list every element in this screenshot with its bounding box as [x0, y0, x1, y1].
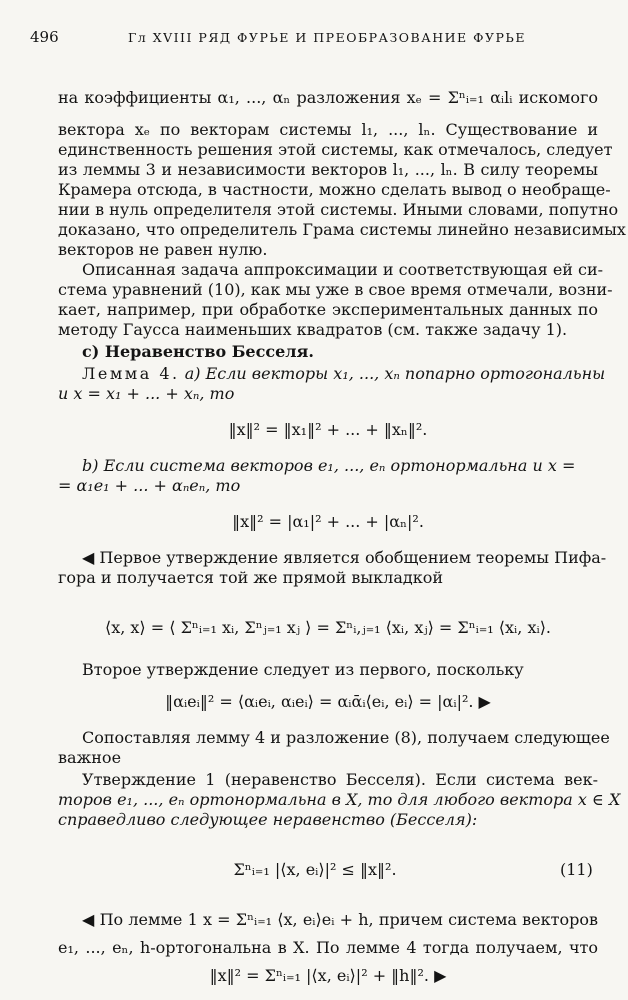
running-title: Гл XVIII РЯД ФУРЬЕ И ПРЕОБРАЗОВАНИЕ ФУРЬЕ	[128, 30, 526, 45]
formula-inner-product: ⟨x, x⟩ = ⟨ Σⁿᵢ₌₁ xᵢ, Σⁿⱼ₌₁ xⱼ ⟩ = Σⁿᵢ,ⱼ₌₁ ⟨xᵢ, xⱼ⟩ = Σⁿᵢ₌₁ ⟨xᵢ, xᵢ⟩.	[104, 618, 552, 637]
bessel-inequality: Σⁿᵢ₌₁ |⟨x, eᵢ⟩|² ≤ ‖x‖².	[233, 860, 397, 879]
statement-1: Утверждение 1 (неравенство Бесселя). Если система век-	[82, 770, 598, 789]
formula-a: ‖x‖² = ‖x₁‖² + ... + ‖xₙ‖².	[228, 420, 428, 439]
equation-number: (11)	[560, 860, 593, 879]
text-line: кает, например, при обработке экспериментальных данных по	[58, 300, 598, 319]
text-line: нии в нуль определителя этой системы. Иными словами, попутно	[58, 200, 619, 219]
text-line: Сопоставляя лемму 4 и разложение (8), получаем следующее	[82, 728, 610, 747]
text-line: вектора xₑ по векторам системы l₁, ..., lₙ. Существование и	[58, 120, 598, 139]
text-line: доказано, что определитель Грама системы линейно независимых	[58, 220, 626, 239]
text-line: e₁, ..., eₙ, h-ортогональна в X. По лемме 4 тогда получаем, что	[58, 938, 598, 957]
lemma-part-b: b) Если система векторов e₁, ..., eₙ ортонормальна и x =	[82, 456, 576, 475]
lemma-part-a: a) Если векторы x₁, ..., xₙ попарно ортогональны	[184, 364, 606, 383]
text-line: и x = x₁ + ... + xₙ, то	[58, 384, 235, 403]
formula-alpha: ‖αᵢeᵢ‖² = ⟨αᵢeᵢ, αᵢeᵢ⟩ = αᵢᾱᵢ⟨eᵢ, eᵢ⟩ = |αᵢ|². ▶	[165, 692, 491, 711]
text-line: методу Гаусса наименьших квадратов (см. также задачу 1).	[58, 320, 568, 339]
lemma-label: Лемма 4.	[82, 364, 180, 383]
text-line: векторов не равен нулю.	[58, 240, 268, 259]
formula-decomposition: ‖x‖² = Σⁿᵢ₌₁ |⟨x, eᵢ⟩|² + ‖h‖². ▶	[209, 966, 447, 985]
lemma-4-line	[82, 364, 606, 384]
text-line: Крамера отсюда, в частности, можно сделать вывод о необраще-	[58, 180, 611, 199]
text-line: ◀ Первое утверждение является обобщением теоремы Пифа-	[82, 548, 607, 567]
page-number: 496	[30, 28, 59, 46]
text-line: важное	[58, 748, 122, 767]
text-line: стема уравнений (10), как мы уже в свое время отмечали, возни-	[58, 280, 613, 299]
text-line: на коэффициенты α₁, ..., αₙ разложения xₑ = Σⁿᵢ₌₁ αᵢlᵢ искомого	[58, 88, 598, 107]
text-line: торов e₁, ..., eₙ ортонормальна в X, то для любого вектора x ∈ X	[58, 790, 621, 809]
text-line: из леммы 3 и независимости векторов l₁, ..., lₙ. В силу теоремы	[58, 160, 598, 179]
formula-b: ‖x‖² = |α₁|² + ... + |αₙ|².	[232, 512, 424, 531]
text-line: единственность решения этой системы, как отмечалось, следует	[58, 140, 613, 159]
section-heading: c) Неравенство Бесселя.	[82, 342, 314, 361]
text-line: справедливо следующее неравенство (Бесселя):	[58, 810, 478, 829]
text-line: ◀ По лемме 1 x = Σⁿᵢ₌₁ ⟨x, eᵢ⟩eᵢ + h, причем система векторов	[82, 910, 598, 929]
text-line: Второе утверждение следует из первого, поскольку	[82, 660, 524, 679]
text-line: = α₁e₁ + ... + αₙeₙ, то	[58, 476, 241, 495]
text-line: гора и получается той же прямой выкладкой	[58, 568, 444, 587]
text-line: Описанная задача аппроксимации и соответствующая ей си-	[82, 260, 604, 279]
